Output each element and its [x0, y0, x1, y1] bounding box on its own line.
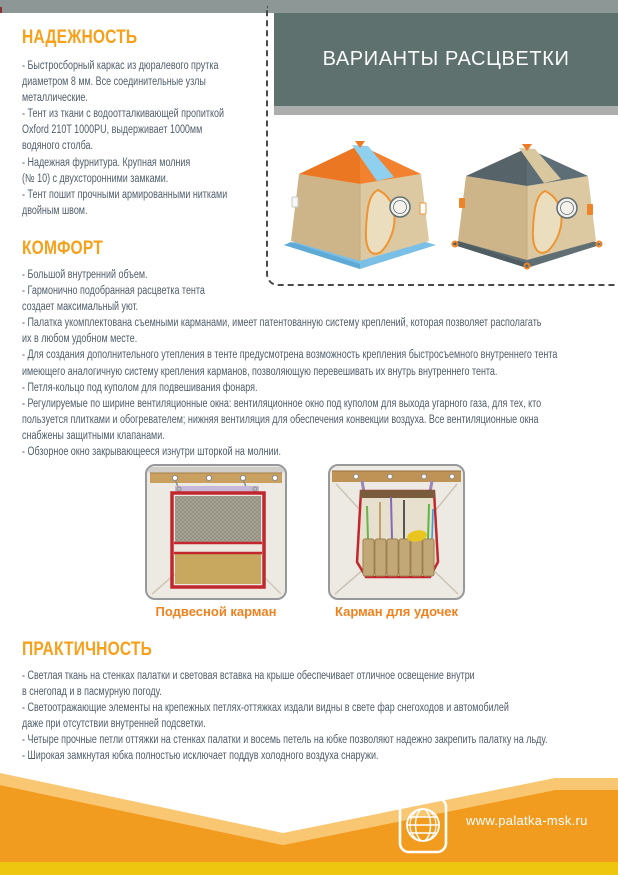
text-line: - Гармонично подобранная расцветка тента: [22, 285, 205, 298]
pocket-caption: Карман для удочек: [335, 604, 458, 619]
section-comfort: [22, 238, 618, 460]
section-reliability: [22, 27, 285, 219]
section-title: НАДЕЖНОСТЬ: [22, 27, 138, 48]
text-line: (№ 10) с двухсторонними замками.: [22, 172, 169, 185]
section-text: [22, 668, 618, 765]
text-line: - Обзорное окно закрывающееся изнутри шторкой на молнии.: [22, 446, 282, 459]
text-line: - Светоотражающие элементы на крепежных петлях-оттяжках издали видны в свете фар снегоходов и автомобилей: [22, 702, 509, 715]
corner-mark: [0, 7, 2, 13]
text-line: - Для создания дополнительного утепления в тенте предусмотрена возможность крепления быстросъемного внутреннего тента: [22, 349, 558, 362]
variants-title: ВАРИАНТЫ РАСЦВЕТКИ: [322, 48, 570, 70]
text-line: их в любом удобном месте.: [22, 333, 138, 346]
text-line: - Тент пошит прочными армированными нитками: [22, 188, 228, 201]
text-line: водяного столба.: [22, 140, 93, 153]
section-title: ПРАКТИЧНОСТЬ: [22, 639, 152, 660]
text-line: - Регулируемые по ширине вентиляционные окна: вентиляционное окно под куполом для выхода угарного газа, для тех, кто: [22, 397, 542, 410]
variants-header-strip: [274, 106, 618, 115]
text-line: - Быстросборный каркас из дюралевого прутка: [22, 60, 219, 72]
text-line: - Четыре прочные петли оттяжки на стенках палатки и восемь петель на юбке позволяют надежно закрепить палатку на льду.: [22, 734, 548, 747]
section-text: [22, 267, 618, 460]
text-line: - Надежная фурнитура. Крупная молния: [22, 156, 191, 169]
text-line: пользуется плитками и обогревателем; нижняя вентиляция для обеспечения конвекции воздуха. Все вентиляционные окна: [22, 413, 539, 426]
variants-header: [274, 13, 618, 106]
hanging-pocket-image: [145, 464, 287, 600]
section-text: [22, 58, 289, 219]
text-line: в снегопад и в пасмурную погоду.: [22, 686, 162, 699]
website-url[interactable]: www.palatka-msk.ru: [466, 813, 588, 828]
text-line: - Тент из ткани с водоотталкивающей пропиткой: [22, 108, 225, 121]
text-line: - Светлая ткань на стенках палатки и световая вставка на крыше обеспечивает отличное освещение внутри: [22, 670, 475, 682]
text-line: металлические.: [22, 92, 88, 105]
text-line: создает максимальный уют.: [22, 301, 139, 314]
text-line: - Палатка укомплектована съемными карманами, имеет патентованную систему креплений, которая позволяет располагать: [22, 317, 542, 330]
rod-pocket-image: [328, 464, 465, 600]
text-line: - Большой внутренний объем.: [22, 269, 148, 281]
text-line: - Широкая замкнутая юбка полностью исключает поддув холодного воздуха снаружи.: [22, 750, 379, 763]
text-line: диаметром 8 мм. Все соединительные узлы: [22, 76, 206, 89]
section-title: КОМФОРТ: [22, 238, 103, 259]
text-line: Oxford 210T 1000PU, выдерживает 1000мм: [22, 124, 203, 137]
text-line: - Петля-кольцо под куполом для подвешивания фонаря.: [22, 381, 258, 394]
text-line: снабжены защитными клапанами.: [22, 429, 165, 442]
text-line: двойным швом.: [22, 204, 88, 217]
text-line: имеющего аналогичную систему крепления карманов, позволяющую перевешивать их внутрь внутреннего тента.: [22, 365, 498, 378]
pocket-caption: Подвесной карман: [155, 604, 277, 619]
text-line: даже при отсутствии внутренней подсветки.: [22, 718, 206, 731]
section-practicality: [22, 639, 618, 765]
